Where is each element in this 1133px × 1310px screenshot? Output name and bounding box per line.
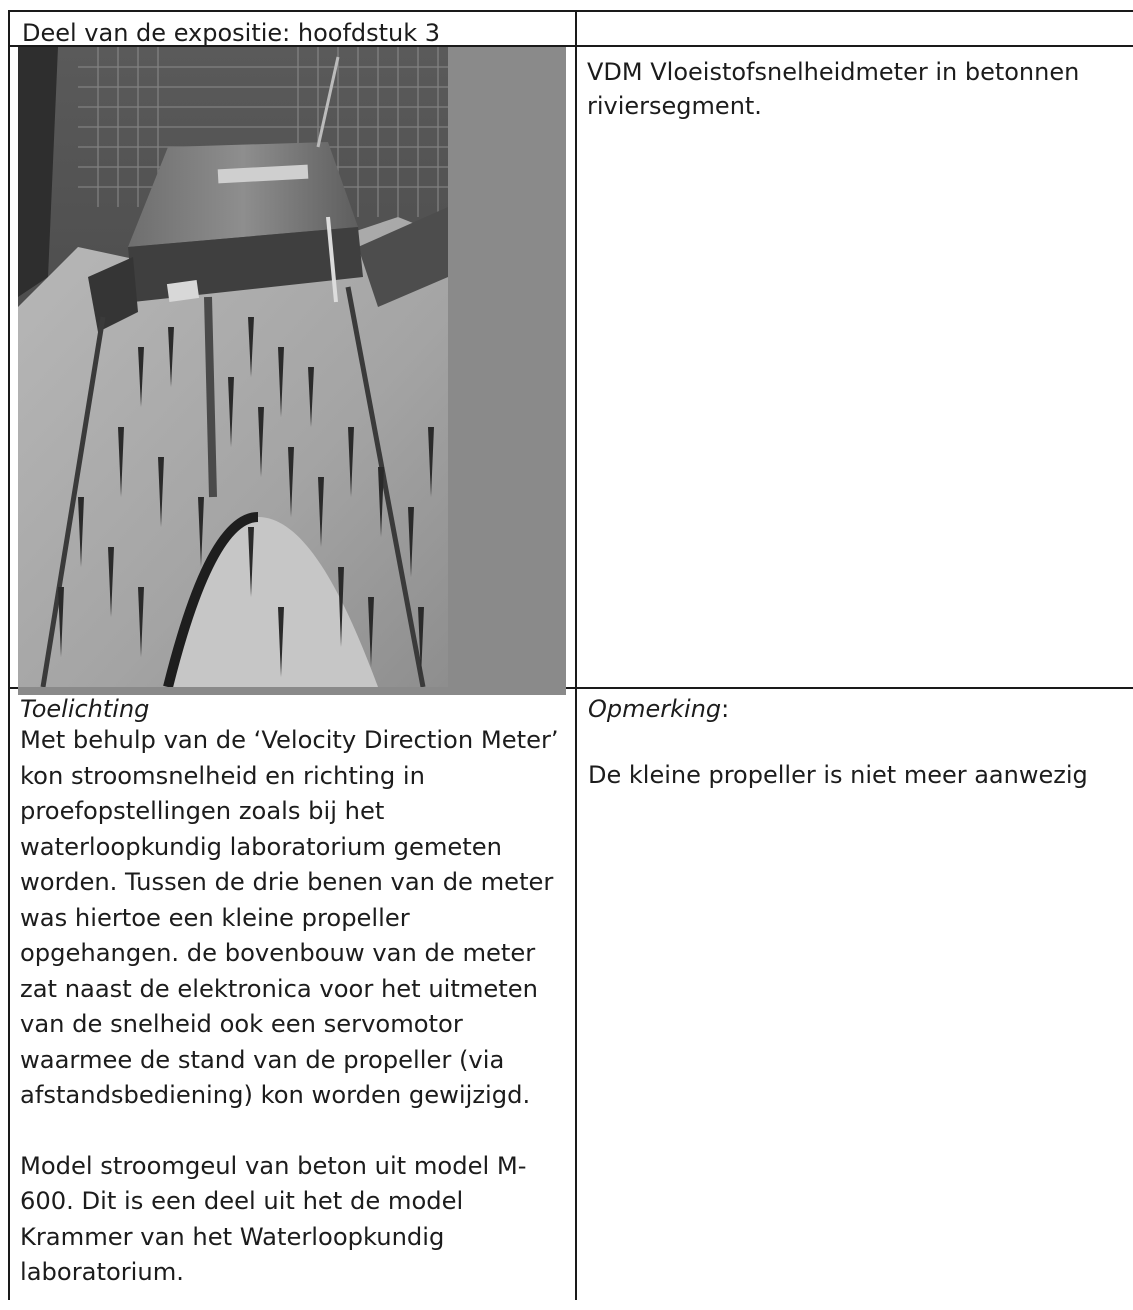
- explanation-cell: [20, 693, 572, 1303]
- explanation-label: Toelichting: [20, 695, 150, 723]
- photo-caption: VDM Vloeistofsnelheidmeter in betonnen riviersegment.: [587, 58, 1080, 120]
- remark-label: Opmerking: [588, 695, 722, 723]
- remark-text: De kleine propeller is niet meer aanwezig: [588, 761, 1088, 789]
- explanation-paragraph-2: Model stroomgeul van beton uit model M-600. Dit is een deel uit het de model Krammer van het Waterloopkundig laboratorium.: [20, 1151, 527, 1286]
- header-left-cell: [10, 12, 575, 45]
- photo-drawing: [18, 47, 448, 687]
- remark-label-line: [588, 693, 1133, 725]
- header-right-text: [577, 12, 1133, 18]
- explanation-paragraph-1: Met behulp van de ‘Velocity Direction Meter’ kon stroomsnelheid en richting in proefopstellingen zoals bij het waterloopkundig laboratorium gemeten worden. Tussen de drie benen van de meter was hiertoe een kleine propeller opgehangen. de bovenbouw van de meter zat naast de elektronica voor het uitmeten van de snelheid ook een servomotor waarmee de stand van de propeller (via afstandsbediening) kon worden gewijzigd.: [20, 726, 559, 1109]
- photo-velocity-direction-meter: [18, 47, 566, 695]
- remark-cell: [588, 693, 1133, 1303]
- section-title: Deel van de expositie: hoofdstuk 3: [22, 19, 441, 47]
- header-right-cell: [577, 12, 1133, 45]
- caption-cell: [577, 47, 1133, 687]
- remark-label-colon: :: [721, 695, 730, 723]
